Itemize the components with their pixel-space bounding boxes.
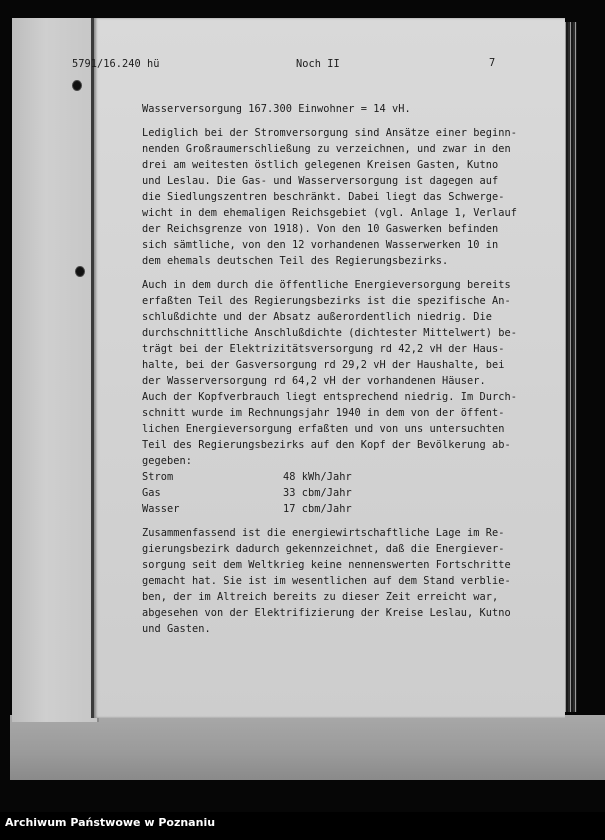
table-label-gas: Gas (142, 487, 161, 499)
text-line: der Wasserversorgung rd 64,2 vH der vorhandenen Häuser. (142, 375, 486, 387)
text-line: die Siedlungszentren beschränkt. Dabei liegt das Schwerge- (142, 191, 505, 203)
text-line: der Reichsgrenze von 1918). Von den 10 Gaswerken befinden (142, 223, 499, 235)
text-line: gierungsbezirk dadurch gekennzeichnet, daß die Energiever- (142, 543, 505, 555)
table-value-wasser: 17 cbm/Jahr (283, 503, 352, 515)
table-label-wasser: Wasser (142, 503, 180, 515)
text-line: gegeben: (142, 455, 192, 467)
text-line: erfaßten Teil des Regierungsbezirks ist die spezifische An- (142, 295, 511, 307)
section-label: Noch II (296, 58, 340, 70)
text-line: ben, der im Altreich bereits zu dieser Zeit erreicht war, (142, 591, 499, 603)
scanner-background (10, 715, 605, 780)
text-line: Zusammenfassend ist die energiewirtschaftliche Lage im Re- (142, 527, 505, 539)
document-reference: 5791/16.240 hü (72, 58, 160, 70)
text-line: trägt bei der Elektrizitätsversorgung rd 42,2 vH der Haus- (142, 343, 505, 355)
text-line: nenden Großraumerschließung zu verzeichnen, und zwar in den (142, 143, 511, 155)
text-line: wicht in dem ehemaligen Reichsgebiet (vgl. Anlage 1, Verlauf (142, 207, 517, 219)
punch-hole (72, 80, 82, 91)
text-line: schlußdichte und der Absatz außerordentlich niedrig. Die (142, 311, 492, 323)
binding-edge (91, 18, 94, 718)
text-line: Auch der Kopfverbrauch liegt entsprechend niedrig. Im Durch- (142, 391, 517, 403)
archive-name: Archiwum Państwowe w Poznaniu (5, 816, 216, 829)
text-line: Auch in dem durch die öffentliche Energieversorgung bereits (142, 279, 511, 291)
text-line: halte, bei der Gasversorgung rd 29,2 vH der Haushalte, bei (142, 359, 505, 371)
table-value-gas: 33 cbm/Jahr (283, 487, 352, 499)
text-line: sich sämtliche, von den 12 vorhandenen Wasserwerken 10 in (142, 239, 499, 251)
table-label-strom: Strom (142, 471, 174, 483)
text-line: Teil des Regierungsbezirks auf den Kopf der Bevölkerung ab- (142, 439, 511, 451)
text-line: und Leslau. Die Gas- und Wasserversorgung ist dagegen auf (142, 175, 499, 187)
text-line: drei am weitesten östlich gelegenen Kreisen Gasten, Kutno (142, 159, 499, 171)
text-line: und Gasten. (142, 623, 211, 635)
table-value-strom: 48 kWh/Jahr (283, 471, 352, 483)
text-line: sorgung seit dem Weltkrieg keine nennenswerten Fortschritte (142, 559, 511, 571)
text-line: schnitt wurde im Rechnungsjahr 1940 in dem von der öffent- (142, 407, 505, 419)
text-line: Lediglich bei der Stromversorgung sind Ansätze einer beginn- (142, 127, 517, 139)
text-line: dem ehemals deutschen Teil des Regierungsbezirks. (142, 255, 449, 267)
stacked-page-edges (563, 22, 577, 712)
text-line: gemacht hat. Sie ist im wesentlichen auf dem Stand verblie- (142, 575, 511, 587)
text-line: abgesehen von der Elektrifizierung der Kreise Leslau, Kutno (142, 607, 511, 619)
page-number: 7 (489, 57, 496, 69)
text-line: lichen Energieversorgung erfaßten und von uns untersuchten (142, 423, 505, 435)
binding-margin-sheet (12, 18, 99, 722)
punch-hole (75, 266, 85, 277)
text-line: Wasserversorgung 167.300 Einwohner = 14 vH. (142, 103, 411, 115)
text-line: durchschnittliche Anschlußdichte (dichtester Mittelwert) be- (142, 327, 517, 339)
